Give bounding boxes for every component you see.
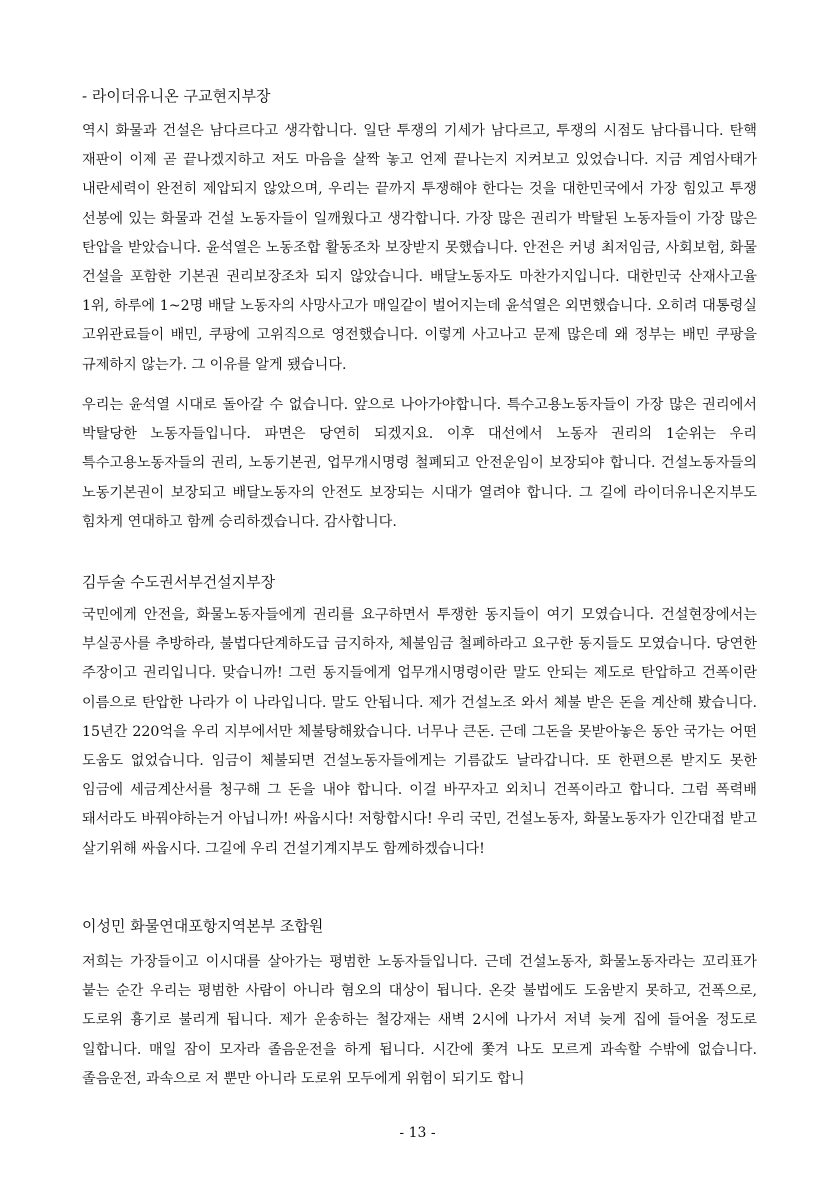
paragraph-rider-union-2: 우리는 윤석열 시대로 돌아갈 수 없습니다. 앞으로 나아가야합니다. 특수고용노동자들이 가장 많은 권리에서 박탈당한 노동자들입니다. 파면은 당연히 되겠지요. 이후 대선에서 노동자 권리의 1순위는 우리 특수고용노동자들의 권리, 노동기본권, 업무개시명령 철폐되고 안전운임이 보장되야 합니다. 건설노동자들의 노동기본권이 보장되고 배달노동자의 안전도 보장되는 시대가 열려야 합니다. 그 길에 라이더유니온지부도 힘차게 연대하고 함께 승리하겠습니다. 감사합니다. <box>82 397 757 530</box>
paragraph-cargo-union-1: 저희는 가장들이고 이시대를 살아가는 평범한 노동자들입니다. 근데 건설노동자, 화물노동자라는 꼬리표가 붙는 순간 우리는 평범한 사람이 아니라 혐오의 대상이 됩니다. 온갖 불법에도 도움받지 못하고, 건폭으로, 도로위 흉기로 불리게 됩니다. 제가 운송하는 철강재는 새벽 2시에 나가서 저녁 늦게 집에 들어올 정도로 일합니다. 매일 잠이 모자라 졸음운전을 하게 됩니다. 시간에 쫓겨 나도 모르게 과속할 수밖에 없습니다. 졸음운전, 과속으로 저 뿐만 아니라 도로위 모두에게 위험이 되기도 합니 <box>82 954 757 1087</box>
document-page <box>82 0 757 1181</box>
paragraph-construction-branch-1: 국민에게 안전을, 화물노동자들에게 권리를 요구하면서 투쟁한 동지들이 여기 모였습니다. 건설현장에서는 부실공사를 추방하라, 불법다단계하도급 금지하자, 체불임금 철폐하라고 요구한 동지들도 모였습니다. 당연한 주장이고 권리입니다. 맞습니까! 그런 동지들에게 업무개시명령이란 말도 안되는 제도로 탄압하고 건폭이란 이름으로 탄압한 나라가 이 나라입니다. 말도 안됩니다. 제가 건설노조 와서 체불 받은 돈을 계산해 봤습니다. 15년간 220억을 우리 지부에서만 체불탕해왔습니다. 너무나 큰돈. 근데 그돈을 못받아놓은 동안 국가는 어떤 도움도 없었습니다. 임금이 체불되면 건설노동자들에게는 기름값도 날라갑니다. 또 한편으론 받지도 못한 임금에 세금계산서를 청구해 그 돈을 내야 합니다. 이걸 바꾸자고 외치니 건폭이라고 합니다. 그럼 폭력배 돼서라도 바꿔야하는거 아닙니까! 싸웁시다! 저항합시다! 우리 국민, 건설노동자, 화물노동자가 인간대접 받고 살기위해 싸웁시다. 그길에 우리 건설기계지부도 함께하겠습니다! <box>82 607 757 857</box>
paragraph-rider-union-1: 역시 화물과 건설은 남다르다고 생각합니다. 일단 투쟁의 기세가 남다르고, 투쟁의 시점도 남다릅니다. 탄핵 재판이 이제 곧 끝나겠지하고 저도 마음을 살짝 놓고 언제 끝나는지 지켜보고 있었습니다. 지금 계엄사태가 내란세력이 완전히 제압되지 않았으며, 우리는 끝까지 투쟁해야 한다는 것을 대한민국에서 가장 힘있고 투쟁 선봉에 있는 화물과 건설 노동자들이 일깨웠다고 생각합니다. 가장 많은 권리가 박탈된 노동자들이 가장 많은 탄압을 받았습니다. 윤석열은 노동조합 활동조차 보장받지 못했습니다. 안전은 커녕 최저임금, 사회보험, 화물 건설을 포함한 기본권 권리보장조차 되지 않았습니다. 배달노동자도 마찬가지입니다. 대한민국 산재사고율 1위, 하루에 1~2명 배달 노동자의 사망사고가 매일같이 벌어지는데 윤석열은 외면했습니다. 오히려 대통령실 고위관료들이 배민, 쿠팡에 고위직으로 영전했습니다. 이렇게 사고나고 문제 많은데 왜 정부는 배민 쿠팡을 규제하지 않는가. 그 이유를 알게 됐습니다. <box>82 123 757 373</box>
section-heading-cargo-union: 이성민 화물연대포항지역본부 조합원 <box>82 917 324 935</box>
page-number: - 13 - <box>399 1125 436 1141</box>
section-heading-construction-branch: 김두술 수도권서부건설지부장 <box>82 573 276 591</box>
section-heading-rider-union: - 라이더유니온 구교현지부장 <box>82 87 271 105</box>
